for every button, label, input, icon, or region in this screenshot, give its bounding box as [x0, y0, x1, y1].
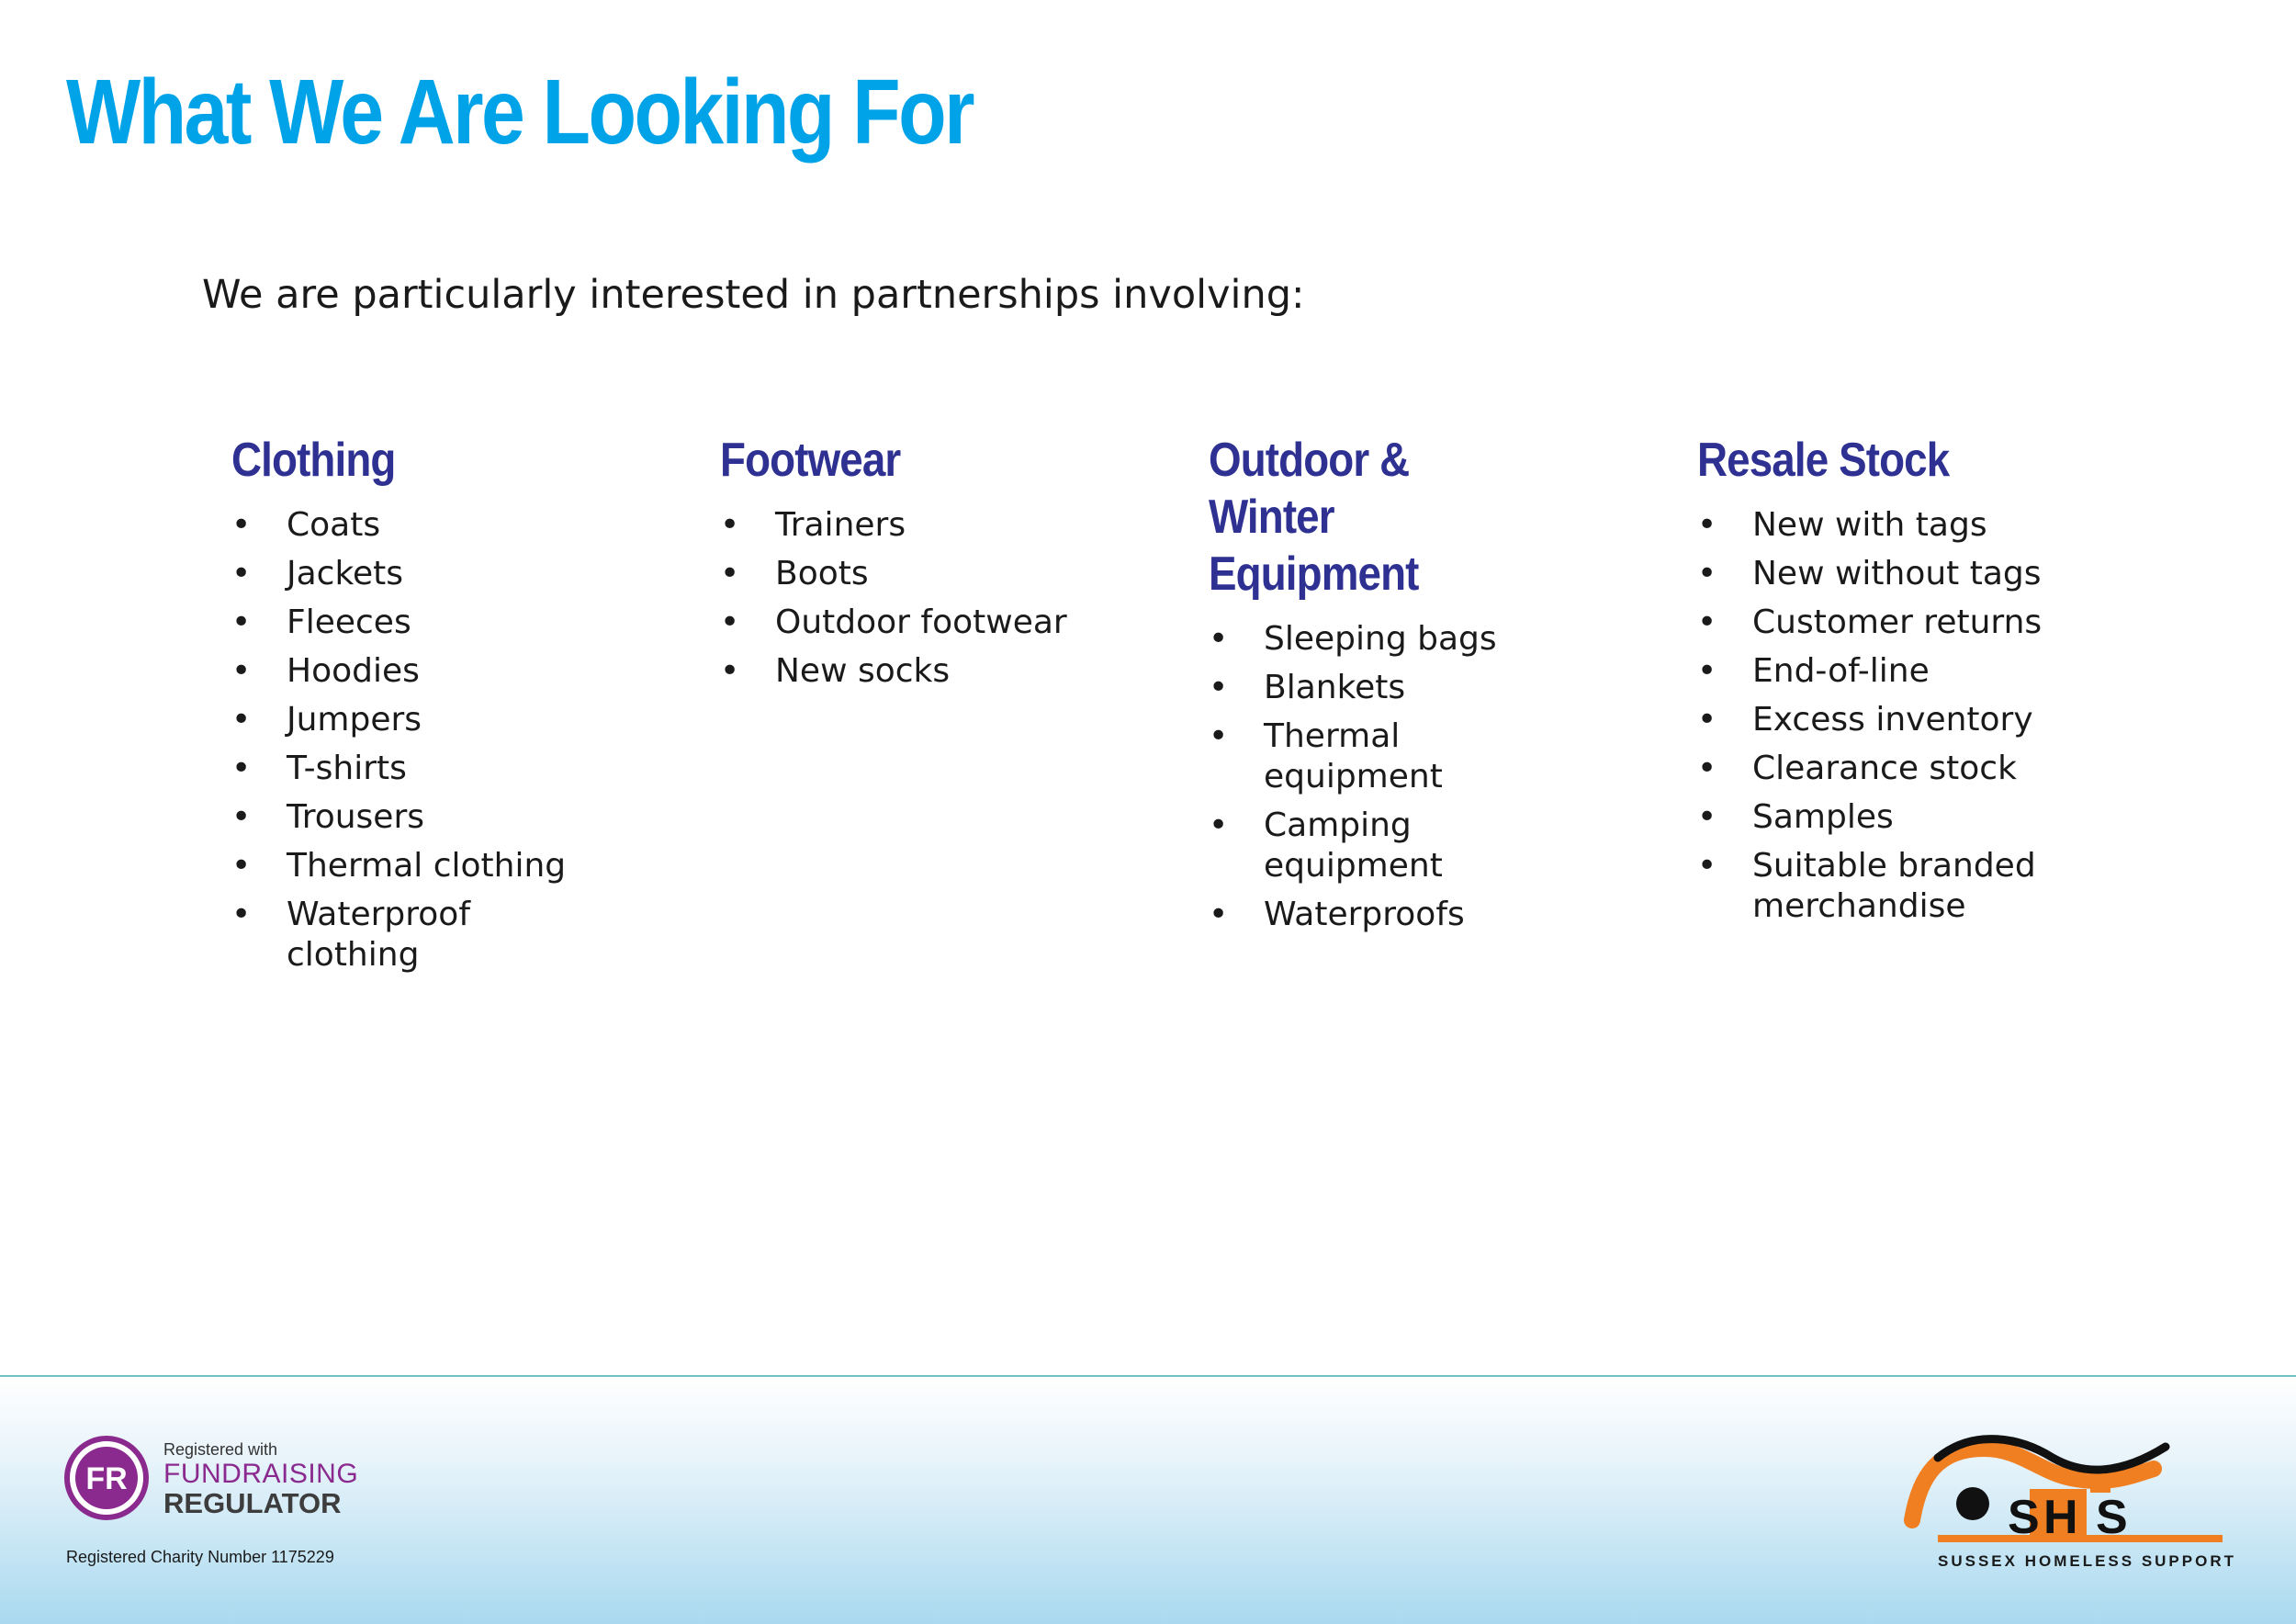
- item-list: [1697, 505, 2138, 927]
- list-item: • Jumpers: [231, 701, 422, 739]
- fundraising-regulator-text: [163, 1439, 358, 1518]
- column-heading: Clothing: [231, 434, 396, 487]
- bullet-icon: •: [1209, 669, 1229, 706]
- bullet-icon: •: [231, 750, 252, 787]
- bullet-icon: •: [231, 896, 252, 933]
- bullet-icon: •: [231, 506, 252, 544]
- list-item: • Jackets: [231, 555, 404, 592]
- list-item: • Hoodies: [231, 652, 420, 690]
- list-item: • Thermal clothing: [231, 847, 567, 885]
- column-outdoor-winter-equipment: [1209, 432, 1649, 943]
- sussex-homeless-support-logo: [1901, 1421, 2232, 1559]
- bullet-icon: •: [231, 701, 252, 739]
- list-item: • Customer returns: [1697, 603, 2043, 641]
- fr-fundraising-label: FUNDRAISING: [163, 1459, 359, 1489]
- list-item: • New with tags: [1697, 506, 1987, 544]
- column-heading: Outdoor & Winter Equipment: [1209, 434, 1419, 601]
- list-item: • Excess inventory: [1697, 701, 2033, 739]
- footer: [0, 1375, 2296, 1624]
- list-item: • Blankets: [1209, 669, 1406, 706]
- item-list: [720, 505, 1161, 692]
- shs-letter-h: H: [2043, 1491, 2078, 1544]
- column-heading: Footwear: [720, 434, 901, 487]
- bullet-icon: •: [720, 603, 740, 641]
- column-footwear: [720, 432, 1161, 700]
- list-item: • Fleeces: [231, 603, 411, 641]
- bullet-icon: •: [1697, 652, 1717, 690]
- page-title: What We Are Looking For: [66, 61, 973, 164]
- list-item: • Waterproofs: [1209, 896, 1465, 933]
- fr-registered-label: Registered with: [163, 1440, 278, 1459]
- list-item: • New socks: [720, 652, 951, 690]
- column-resale-stock: [1697, 432, 2138, 935]
- bullet-icon: •: [1697, 603, 1717, 641]
- list-item: • Waterproof clothing: [231, 896, 471, 974]
- column-clothing: [231, 432, 672, 984]
- bullet-icon: •: [1697, 847, 1717, 885]
- list-item: • T-shirts: [231, 750, 407, 787]
- bullet-icon: •: [1697, 798, 1717, 836]
- bullet-icon: •: [231, 652, 252, 690]
- list-item: • New without tags: [1697, 555, 2042, 592]
- bullet-icon: •: [1209, 717, 1229, 755]
- list-item: • Thermal equipment: [1209, 717, 1443, 795]
- bullet-icon: •: [231, 798, 252, 836]
- list-item: • Suitable branded merchandise: [1697, 847, 2036, 925]
- bullet-icon: •: [1697, 555, 1717, 592]
- item-list: [1209, 619, 1649, 935]
- fr-regulator-label: REGULATOR: [163, 1487, 342, 1519]
- item-list: [231, 505, 672, 976]
- list-item: • Sleeping bags: [1209, 620, 1497, 658]
- charity-number: Registered Charity Number 1175229: [66, 1548, 334, 1566]
- bullet-icon: •: [1209, 896, 1229, 933]
- list-item: • Trousers: [231, 798, 425, 836]
- bullet-icon: •: [1697, 506, 1717, 544]
- column-heading: Resale Stock: [1697, 434, 1950, 487]
- list-item: • Clearance stock: [1697, 750, 2017, 787]
- bullet-icon: •: [1209, 620, 1229, 658]
- fr-logo-text: FR: [85, 1461, 128, 1496]
- list-item: • Coats: [231, 506, 381, 544]
- list-item: • Camping equipment: [1209, 806, 1443, 885]
- list-item: • Boots: [720, 555, 869, 592]
- bullet-icon: •: [720, 652, 740, 690]
- bullet-icon: •: [720, 506, 740, 544]
- bullet-icon: •: [231, 847, 252, 885]
- list-item: • Trainers: [720, 506, 906, 544]
- shs-caption: SUSSEX HOMELESS SUPPORT: [1938, 1552, 2236, 1570]
- bullet-icon: •: [1697, 750, 1717, 787]
- bullet-icon: •: [1209, 806, 1229, 844]
- list-item: • End-of-line: [1697, 652, 1930, 690]
- list-item: • Outdoor footwear: [720, 603, 1067, 641]
- bullet-icon: •: [1697, 701, 1717, 739]
- bullet-icon: •: [231, 603, 252, 641]
- list-item: • Samples: [1697, 798, 1894, 836]
- bullet-icon: •: [720, 555, 740, 592]
- intro-text: We are particularly interested in partnerships involving:: [202, 272, 1305, 318]
- shs-letter-s1: S: [2008, 1491, 2040, 1544]
- fundraising-regulator-logo: [62, 1434, 151, 1522]
- shs-letter-s2: S: [2096, 1491, 2128, 1544]
- bullet-icon: •: [231, 555, 252, 592]
